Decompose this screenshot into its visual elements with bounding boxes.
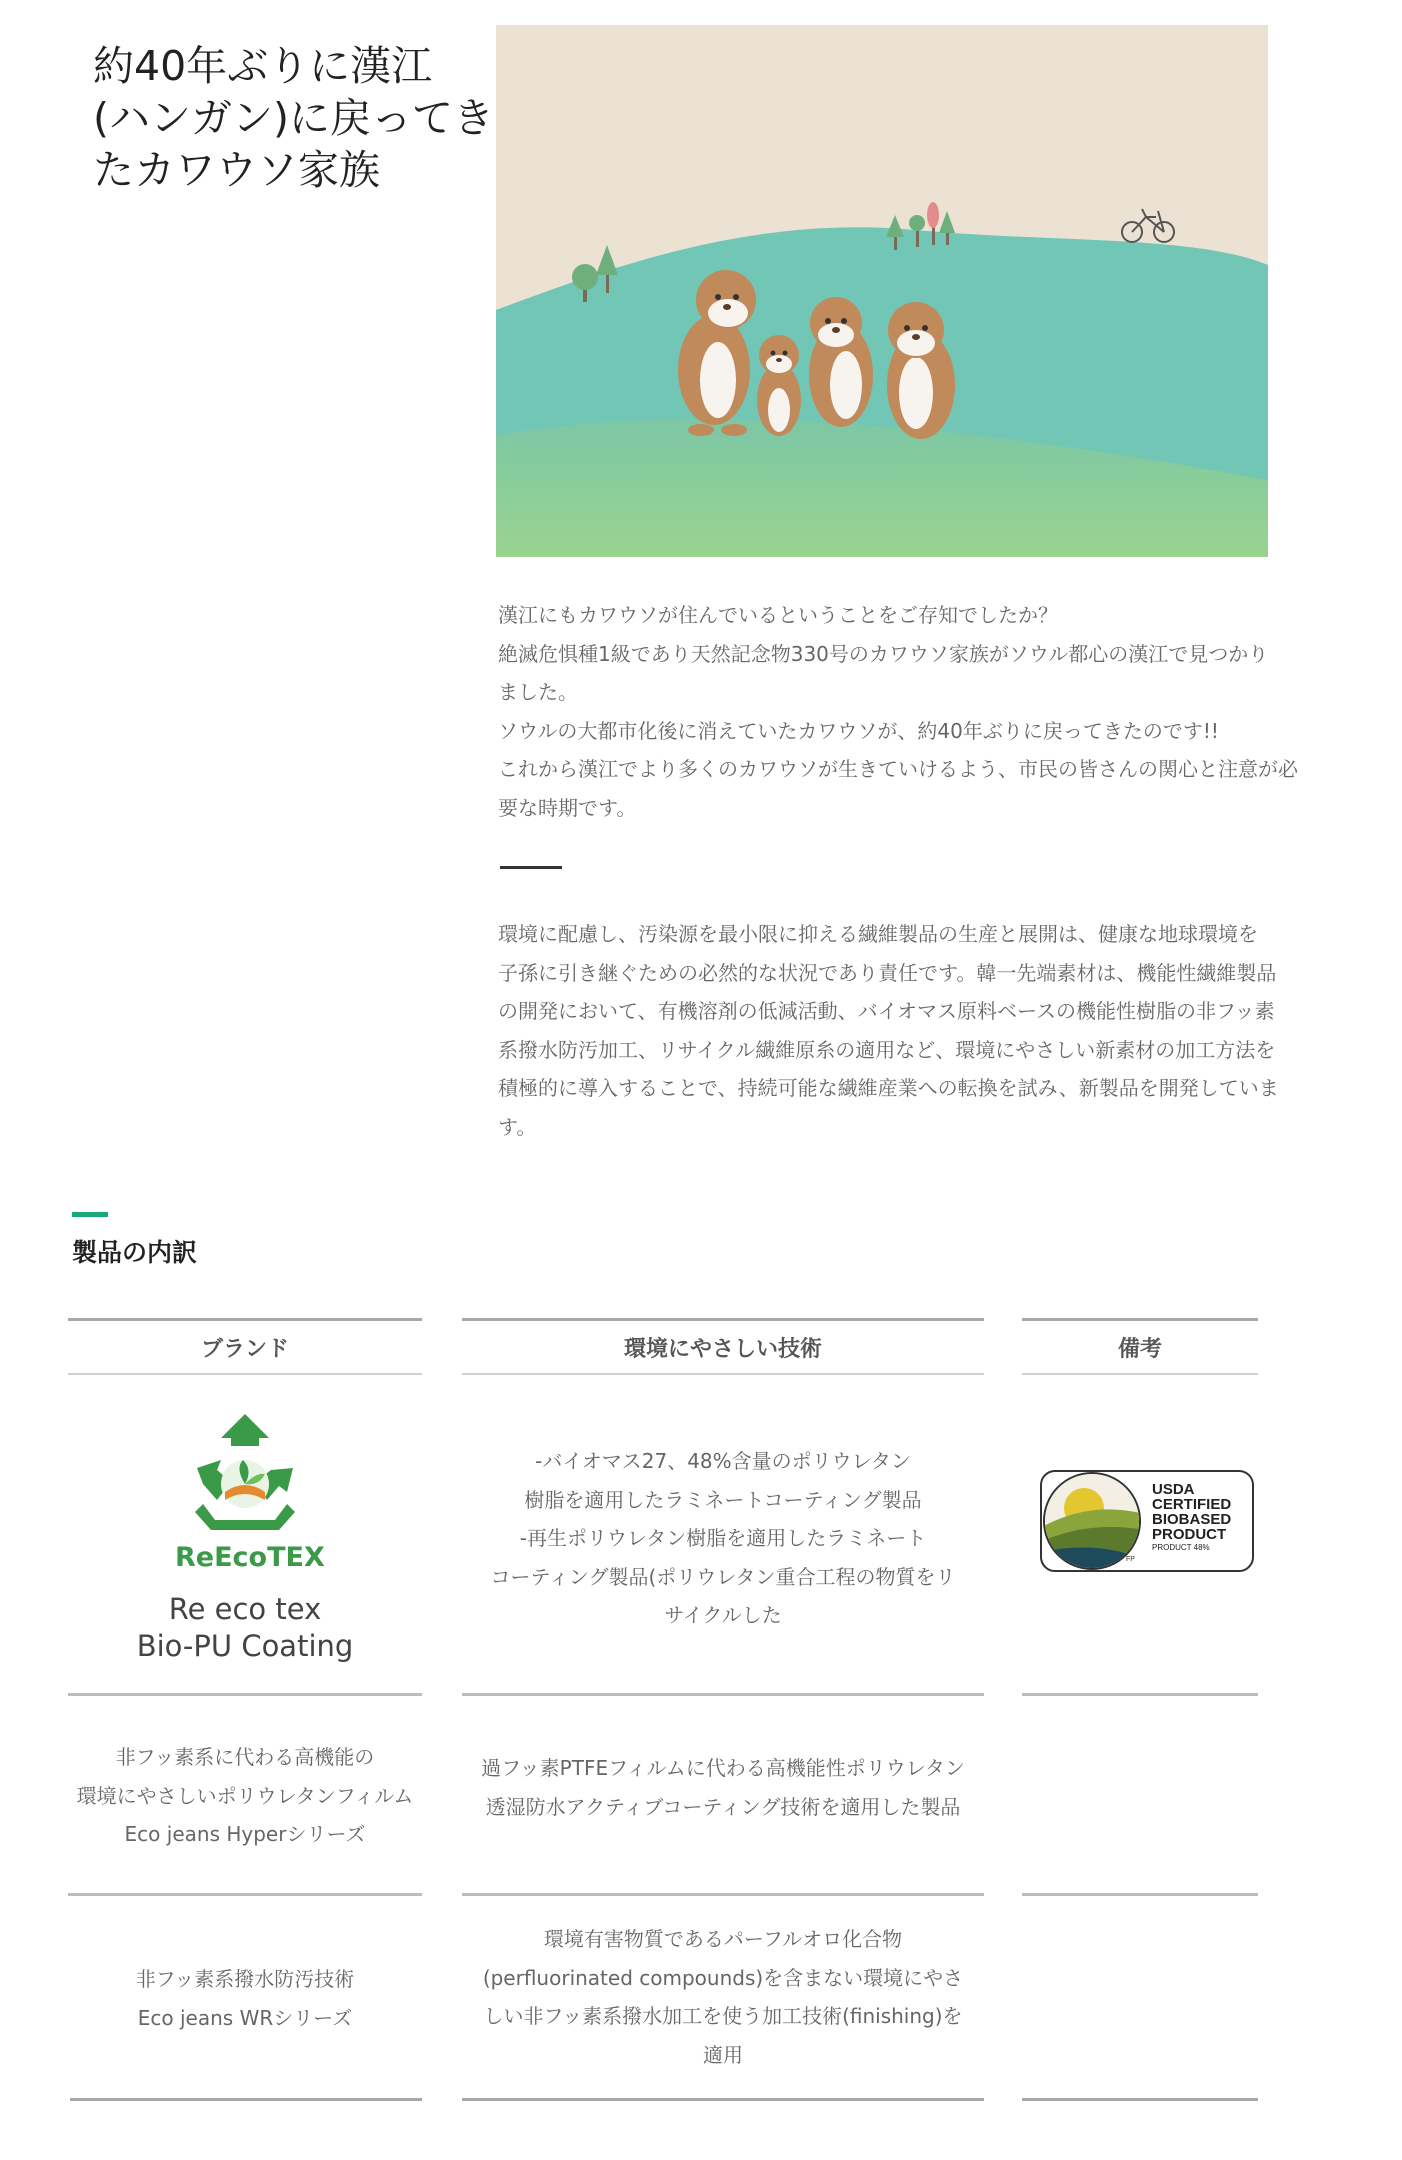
table-rule xyxy=(68,1893,422,1896)
title-line: たカワウソ家族 xyxy=(93,146,380,194)
brand-line: 非フッ素系に代わる高機能の xyxy=(115,1745,375,1769)
tech-line: しい非フッ素系撥水加工を使う加工技術(finishing)を xyxy=(483,2004,963,2028)
paragraph-line: の開発において、有機溶剤の低減活動、バイオマス原料ベースの機能性樹脂の非フッ素 xyxy=(498,999,1275,1023)
tech-line: 樹脂を適用したラミネートコーティング製品 xyxy=(524,1487,922,1512)
table-rule xyxy=(1022,1693,1258,1696)
otter-icon xyxy=(757,335,801,436)
header-technology: 環境にやさしい技術 xyxy=(623,1337,822,1362)
table-rule xyxy=(1022,2098,1258,2101)
paragraph-line: 子孫に引き継ぐための必然的な状況であり責任です。韓一先端素材は、機能性繊維製品 xyxy=(498,960,1277,985)
tech-line: サイクルした xyxy=(664,1603,782,1627)
reecotex-logo xyxy=(175,1408,325,1573)
table-row xyxy=(68,1738,422,1854)
usda-line: CERTIFIED xyxy=(1152,1496,1232,1513)
paragraph-line: 要な時期です。 xyxy=(498,795,637,820)
usda-line: USDA xyxy=(1152,1481,1195,1498)
table-rule xyxy=(1022,1318,1258,1321)
brand-line: Eco jeans WRシリーズ xyxy=(137,2005,353,2030)
divider xyxy=(500,866,562,869)
paragraph-line: 積極的に導入することで、持続可能な繊維産業への転換を試み、新製品を開発していま xyxy=(498,1076,1279,1100)
usda-line: PRODUCT xyxy=(1152,1526,1227,1543)
table-rule xyxy=(68,1318,422,1321)
tech-line: -再生ポリウレタン樹脂を適用したラミネート xyxy=(519,1526,927,1550)
tech-line: 過フッ素PTFEフィルムに代わる高機能性ポリウレタン xyxy=(481,1756,965,1780)
table-row xyxy=(68,1960,422,2037)
recycle-leaf-icon xyxy=(175,1408,315,1546)
illustration-svg xyxy=(496,25,1268,557)
tech-cell xyxy=(462,1749,984,1826)
brand-line: 環境にやさしいポリウレタンフィルム xyxy=(76,1783,414,1808)
tech-line: (perfluorinated compounds)を含まない環境にやさ xyxy=(482,1965,964,1990)
paragraph-line: 漢江にもカワウソが住んでいるということをご存知でしたか？ xyxy=(498,603,1058,627)
tech-line: -バイオマス27、48%含量のポリウレタン xyxy=(535,1449,911,1473)
paragraph-line: これから漢江でより多くのカワウソが生きていけるよう、市民の皆さんの関心と注意が必 xyxy=(498,757,1298,781)
tech-cell xyxy=(462,1442,984,1635)
table-rule xyxy=(1022,1893,1258,1896)
usda-biobased-badge xyxy=(1040,1470,1256,1574)
table-rule xyxy=(462,2098,984,2101)
paragraph-line: 絶滅危惧種1級であり天然記念物330号のカワウソ家族がソウル都心の漢江で見つかり xyxy=(498,641,1269,666)
title-line: 約40年ぶりに漢江 xyxy=(93,42,433,90)
paragraph-line: 環境に配慮し、汚染源を最小限に抑える繊維製品の生産と展開は、健康な地球環境を xyxy=(498,922,1258,946)
brand-line: Eco jeans Hyperシリーズ xyxy=(124,1822,366,1846)
tech-line: 透湿防水アクティブコーティング技術を適用した製品 xyxy=(485,1794,961,1819)
usda-sub: PRODUCT 48% xyxy=(1152,1543,1210,1552)
reecotex-logo-text: ReEcoTEX xyxy=(175,1542,325,1573)
table-rule xyxy=(1022,1373,1258,1375)
otter-family-illustration xyxy=(496,25,1268,557)
brand-line: Bio-PU Coating xyxy=(136,1629,354,1663)
brand-line: 非フッ素系撥水防汚技術 xyxy=(135,1967,355,1991)
table-rule xyxy=(462,1693,984,1696)
usda-label xyxy=(1152,1482,1231,1554)
company-paragraph xyxy=(498,915,1298,1146)
header-remarks: 備考 xyxy=(1117,1337,1162,1362)
paragraph-line: す。 xyxy=(498,1114,537,1139)
tech-line: 環境有害物質であるパーフルオロ化合物 xyxy=(543,1927,903,1951)
table-rule xyxy=(68,1693,422,1696)
tech-line: 適用 xyxy=(703,2042,743,2067)
header-brand: ブランド xyxy=(200,1337,289,1362)
section-title: 製品の内訳 xyxy=(72,1238,198,1267)
table-rule xyxy=(462,1893,984,1896)
brand-line: Re eco tex xyxy=(168,1592,322,1626)
tech-cell xyxy=(462,1920,984,2074)
paragraph-line: ソウルの大都市化後に消えていたカワウソが、約40年ぶりに戻ってきたのです!! xyxy=(498,718,1219,743)
title-line: (ハンガン)に戻ってき xyxy=(93,94,494,142)
table-rule xyxy=(462,1318,984,1321)
section-accent-bar xyxy=(72,1212,108,1217)
table-rule xyxy=(70,2098,422,2101)
table-row xyxy=(68,1408,422,1665)
paragraph-line: 系撥水防汚加工、リサイクル繊維原糸の適用など、環境にやさしい新素材の加工方法を xyxy=(498,1037,1276,1062)
fp-mark: FP xyxy=(1126,1556,1135,1563)
table-rule xyxy=(68,1373,422,1375)
page-title xyxy=(93,40,494,196)
table-rule xyxy=(462,1373,984,1375)
intro-paragraph xyxy=(498,596,1298,827)
tech-line: コーティング製品(ポリウレタン重合工程の物質をリ xyxy=(490,1564,956,1589)
usda-line: BIOBASED xyxy=(1152,1511,1232,1528)
brand-name xyxy=(68,1591,422,1665)
paragraph-line: ました。 xyxy=(498,680,578,704)
